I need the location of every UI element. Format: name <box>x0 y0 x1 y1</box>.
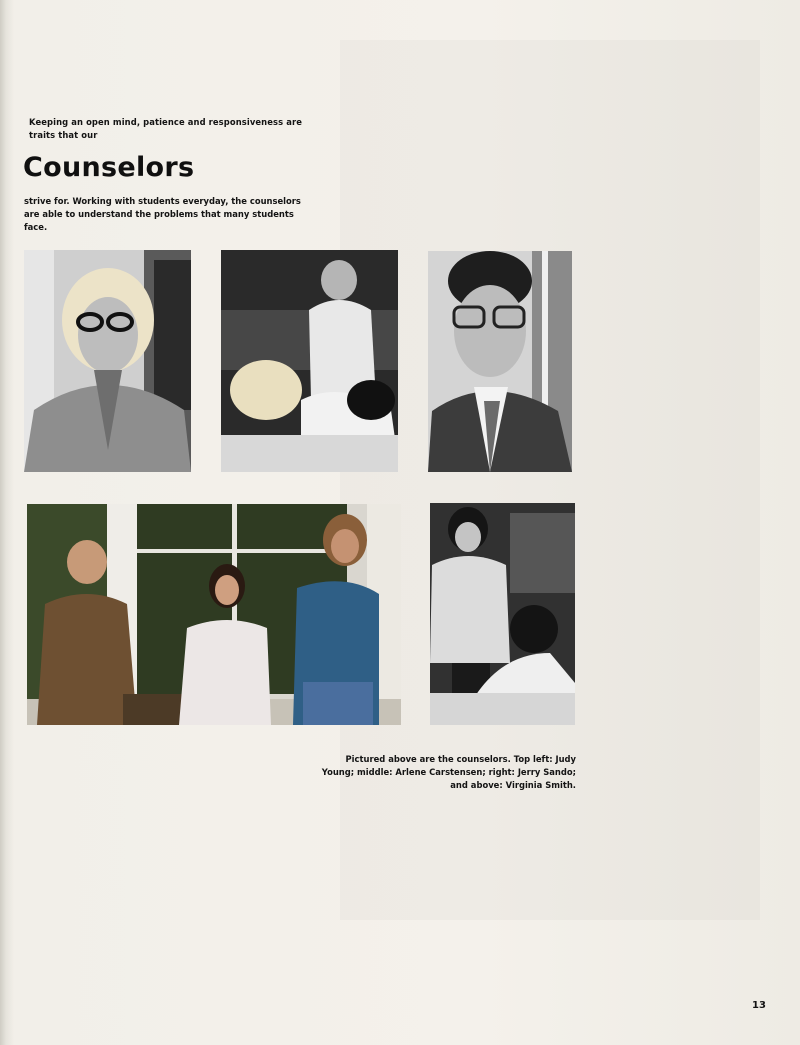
page-title: Counselors <box>23 152 195 183</box>
intro-text: Keeping an open mind, patience and responsiveness are traits that our <box>29 117 302 140</box>
body-text: strive for. Working with students everyday, the counselors are able to understand the problems that many students face. <box>24 196 301 232</box>
counselor-with-student-writing-photo-icon <box>430 503 575 725</box>
portrait-man-glasses-tie-photo-icon <box>428 251 572 472</box>
counselor-helping-students-photo-icon <box>221 250 398 472</box>
page-number: 13 <box>752 1000 766 1011</box>
portrait-woman-glasses-photo-icon <box>24 250 191 472</box>
photo-caption: Pictured above are the counselors. Top left: Judy Young; middle: Arlene Carstensen; right: Jerry Sando; and above: Virginia Smith. <box>321 754 576 790</box>
counselor-with-students-window-photo-icon <box>27 504 401 725</box>
